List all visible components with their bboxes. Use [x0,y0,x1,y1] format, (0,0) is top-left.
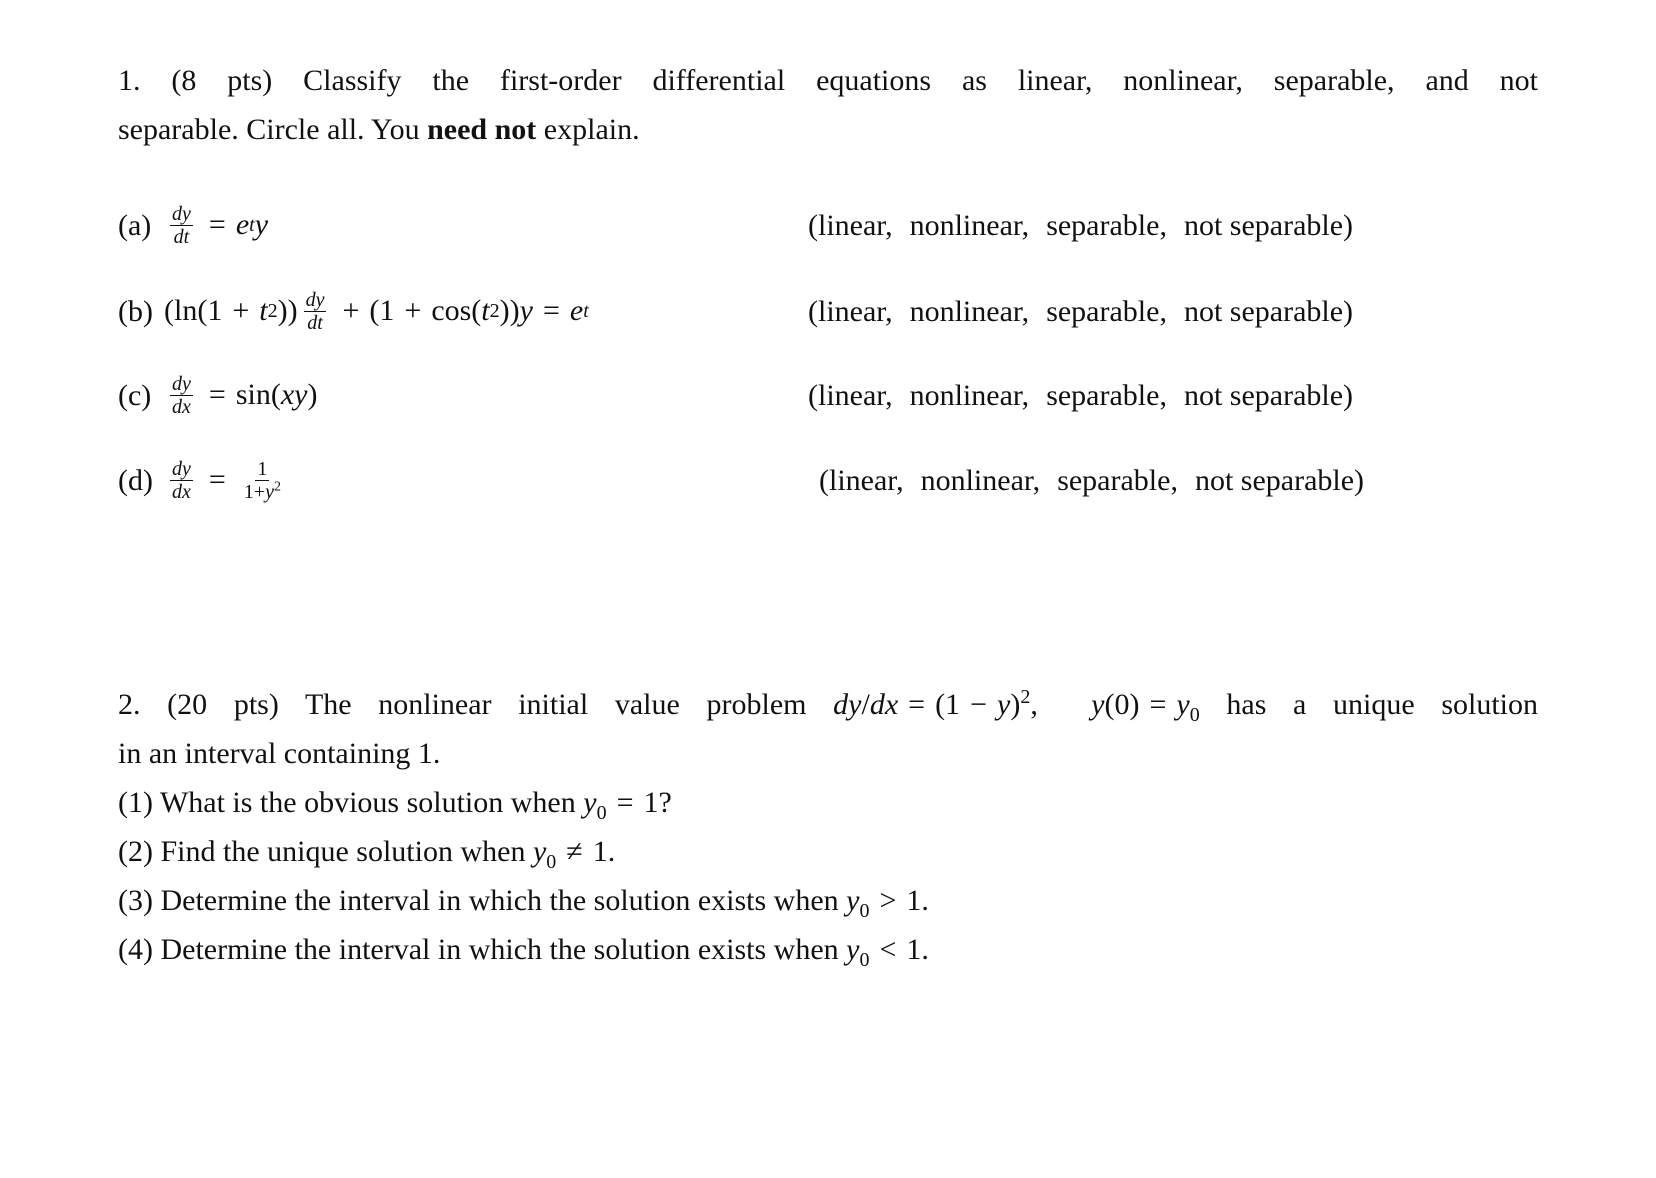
problem-2-question-4: (4) Determine the interval in which the solution exists when $y_0 < 1$. [118,933,929,971]
part-a-equation: $\frac{dy}{dt}$ = e t y [172,202,269,248]
part-d-equation: $\frac{dy}{dx}$ = $\frac{1}{1+y^2}$ [172,457,281,503]
part-d [118,450,1538,510]
part-d-options[interactable]: (linear, nonlinear, separable, not separable) [819,464,1365,497]
part-c-label: (c) [118,379,152,412]
part-b-equation: (ln(1 + t 2 )) $\frac{dy}{dt}$ + (1 + cos( t 2 )) y = e t [164,288,589,334]
problem-2-line-1: 2. (20 pts) The nonlinear initial value problem $dy/dx = (1 - y)^2$, $y(0) = y_0$ has a unique solution [118,686,1539,726]
part-b-label: (b) [118,295,153,328]
part-c-options[interactable]: (linear, nonlinear, separable, not separable) [808,379,1354,412]
part-a-label: (a) [118,209,152,242]
problem-2-question-1: (1) What is the obvious solution when $y_0 = 1$? [118,786,672,824]
part-b-options[interactable]: (linear, nonlinear, separable, not separable) [808,295,1354,328]
part-d-label: (d) [118,464,153,497]
part-b [118,281,1538,341]
problem-2-question-2: (2) Find the unique solution when $y_0 \ne 1$. [118,835,616,873]
part-a [118,195,1538,255]
problem-1-line-1: 1. (8 pts) Classify the first-order differential equations as linear, nonlinear, separable, and not [118,64,1538,97]
problem-2-question-3: (3) Determine the interval in which the solution exists when $y_0 > 1$. [118,884,929,922]
part-a-options[interactable]: (linear, nonlinear, separable, not separable) [808,209,1354,242]
problem-2-text [118,680,1538,974]
problem-1-text [118,56,1538,154]
emphasis-need-not: need not [427,113,537,146]
part-c [118,365,1538,425]
problem-2-line-2: in an interval containing 1. [118,737,441,770]
part-c-equation: $\frac{dy}{dx}$ = sin( xy ) [172,372,318,418]
problem-1-line-2: separable. Circle all. You need not explain. [118,113,640,146]
